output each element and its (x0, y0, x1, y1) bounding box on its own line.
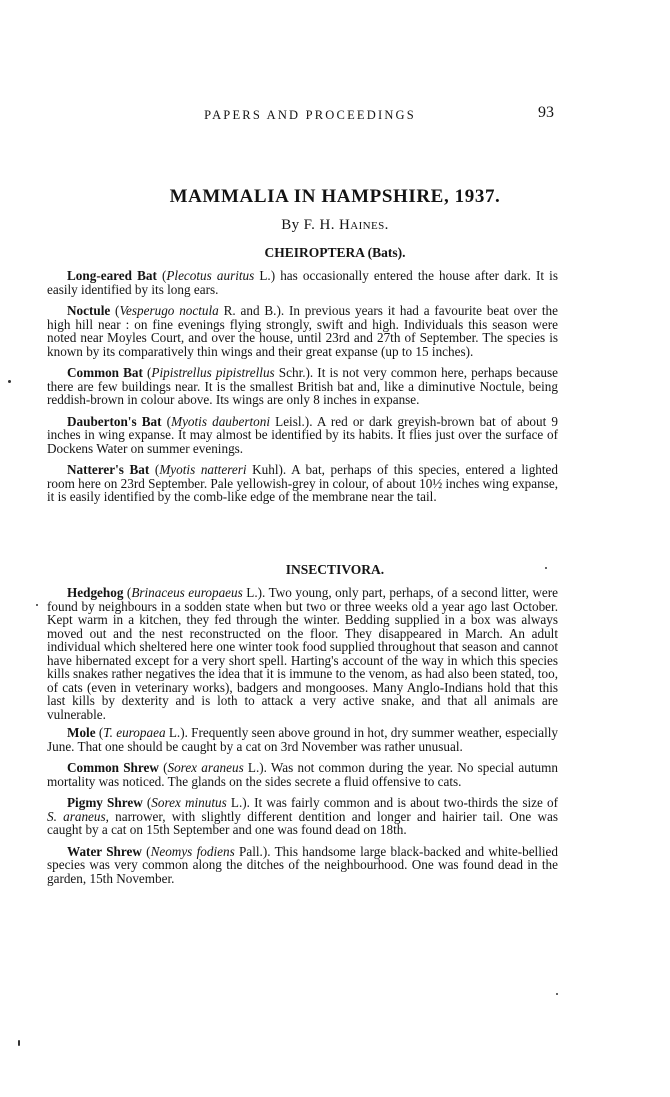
entry-text: L.) has occasionally entered the house after dark. It is easily identified by its long ears. (47, 268, 558, 297)
entry-common-shrew: Common Shrew (Sorex araneus L.). Was not common during the year. No special autumn mortality was noticed. The glands on the sides secrete a fluid offensive to cats. (47, 760, 558, 789)
running-head: PAPERS AND PROCEEDINGS (204, 108, 416, 122)
scan-speck (18, 1040, 20, 1046)
scientific-name: Vesperugo noctula (119, 303, 219, 318)
species-name: Water Shrew (67, 843, 142, 859)
byline-prefix: By F. H. (281, 217, 335, 233)
entry-text: Kuhl). A bat, perhaps of this species, entered a lighted room here on 23rd September. Pale yellowish-grey in colour, of about 10½ inches wing expanse, it is easily identified by the comb-like edge of the membrane near the tail. (47, 462, 558, 504)
entry-text: , narrower, with slightly different dentition and longer and hairier tail. One was caught by a cat on 15th September and one was found dead on 18th. (47, 808, 558, 837)
scientific-name: Pipistrellus pipistrellus (151, 365, 275, 380)
entry-natterers-bat: Natterer's Bat (Myotis nattereri Kuhl). A bat, perhaps of this species, entered a lighted room here on 23rd September. Pale yellowish-grey in colour, of about 10½ inches wing expanse, it is easily identified by the comb-like edge of the membrane near the tail. (47, 462, 558, 504)
scientific-name: Myotis daubertoni (171, 413, 270, 429)
entry-daubertons-bat: Dauberton's Bat (Myotis daubertoni Leisl.). A red or dark greyish-brown bat of about 9 inches in wing expanse. It may almost be identified by its habits. It flies just over the surface of Dockens Water on summer evenings. (47, 413, 558, 456)
scientific-name: Neomys fodiens (150, 843, 235, 859)
entry-text: Schr.). It is not very common here, perhaps because there are few buildings near. It is the smallest British bat and, like a diminutive Noctule, being reddish-brown in colour above. Its wings are only 8 inches in expanse. (47, 365, 558, 407)
scan-speck (36, 604, 38, 606)
section-cheiroptera (47, 269, 558, 512)
scientific-name: T. europaea (103, 725, 166, 740)
scientific-name: Sorex minutus (151, 795, 227, 810)
entry-hedgehog: Hedgehog (Brinaceus europaeus L.). Two young, only part, perhaps, of a second litter, were found by neighbours in a sodden state when but two or three weeks old a year ago last October. Kept warm in a kitchen, they fed through the winter. Bedding supplied in a box was always moved out and the nest reconstructed on the floor. They disappeared in March. An adult individual which sheltered here one winter took food supplied throughout that season and cannot have hibernated except for a very short spell. Harting's account of the way in which this species kills snakes rather negatives the idea that it is immune to the venom, as had also been stated, too, of cats (even in veterinary works), badgers and mongooses. Many Anglo-Indians hold that this last kills by dexterity and is loth to attack a very active snake, and that all animals are vulnerable. (47, 585, 558, 722)
species-name: Noctule (67, 303, 111, 318)
species-name: Dauberton's Bat (67, 413, 162, 429)
entry-text: L.). Was not common during the year. No special autumn mortality was noticed. The glands on the sides secrete a fluid offensive to cats. (47, 760, 558, 789)
species-name: Pigmy Shrew (67, 795, 143, 810)
species-name: Common Shrew (67, 760, 159, 775)
byline (0, 217, 670, 234)
species-name: Hedgehog (67, 585, 124, 600)
entry-noctule: Noctule (Vesperugo noctula R. and B.). In previous years it had a favourite beat over the high hill near : on fine evenings flying strongly, swift and high. Individuals this season were noted near Moyles Court, and over the house, until 23rd and 27th of September. The species is known by its comparatively thin wings and their great expanse (up to 15 inches). (47, 303, 558, 359)
entry-text: Leisl.). A red or dark greyish-brown bat of about 9 inches in wing expanse. It may almost be identified by its habits. It flies just over the surface of Dockens Water on summer evenings. (47, 413, 558, 456)
entry-text: L.). It was fairly common and is about two-thirds the size of (226, 795, 558, 810)
entry-mole: Mole (T. europaea L.). Frequently seen above ground in hot, dry summer weather, especially June. That one should be caught by a cat on 3rd November was rather unusual. (47, 725, 558, 754)
entry-text: L.). Two young, only part, perhaps, of a second litter, were found by neighbours in a sodden state when but two or three weeks old a year ago last October. Kept warm in a kitchen, they fed through the winter. Bedding supplied in a box was always moved out and the nest reconstructed on the floor. They disappeared in March. An adult individual which sheltered here one winter took food supplied throughout that season and cannot have hibernated except for a very short spell. Harting's account of the way in which this species kills snakes rather negatives the idea that it is immune to the venom, as had also been stated, too, of cats (even in veterinary works), badgers and mongooses. Many Anglo-Indians hold that this last kills by dexterity and is loth to attack a very active snake, and that all animals are vulnerable. (47, 585, 558, 722)
scientific-name: Brinaceus europaeus (131, 585, 243, 600)
section-insectivora (47, 586, 558, 893)
entry-pigmy-shrew: Pigmy Shrew (Sorex minutus L.). It was fairly common and is about two-thirds the size of S. araneus, narrower, with slightly different dentition and longer and hairier tail. One was caught by a cat on 15th September and one was found dead on 18th. (47, 795, 558, 837)
section-heading-insectivora: INSECTIVORA. (285, 562, 385, 577)
entry-text: L.). Frequently seen above ground in hot, dry summer weather, especially June. That one should be caught by a cat on 3rd November was rather unusual. (47, 725, 558, 754)
species-name: Natterer's Bat (67, 462, 150, 477)
scan-speck (545, 567, 547, 569)
scan-speck (556, 993, 558, 995)
scientific-name: S. araneus (47, 808, 106, 824)
scan-speck (8, 380, 11, 383)
page-number: 93 (538, 104, 554, 121)
scientific-name: Sorex araneus (167, 760, 244, 775)
section-heading-cheiroptera: CHEIROPTERA (Bats). (264, 245, 406, 260)
species-name: Common Bat (67, 365, 143, 380)
entry-text: R. and B.). In previous years it had a favourite beat over the high hill near : on fine evenings flying strongly, swift and high. Individuals this season were noted near Moyles Court, and over the house, until 23rd and 27th of September. The species is known by its comparatively thin wings and their great expanse (up to 15 inches). (47, 303, 558, 359)
entry-text: Pall.). This handsome large black-backed and white-bellied species was very common along the ditches of the neighbourhood. One was found dead in the garden, 15th November. (47, 843, 558, 886)
species-name: Long-eared Bat (67, 268, 157, 283)
article-title: MAMMALIA IN HAMPSHIRE, 1937. (169, 186, 501, 207)
entry-water-shrew: Water Shrew (Neomys fodiens Pall.). This handsome large black-backed and white-bellied species was very common along the ditches of the neighbourhood. One was found dead in the garden, 15th November. (47, 843, 558, 886)
scientific-name: Myotis nattereri (159, 462, 247, 477)
species-name: Mole (67, 725, 96, 740)
entry-common-bat: Common Bat (Pipistrellus pipistrellus Schr.). It is not very common here, perhaps because there are few buildings near. It is the smallest British bat and, like a diminutive Noctule, being reddish-brown in colour above. Its wings are only 8 inches in expanse. (47, 365, 558, 407)
entry-long-eared-bat: Long-eared Bat (Plecotus auritus L.) has occasionally entered the house after dark. It is easily identified by its long ears. (47, 268, 558, 297)
byline-surname: Haines. (339, 217, 389, 233)
scientific-name: Plecotus auritus (166, 268, 255, 283)
